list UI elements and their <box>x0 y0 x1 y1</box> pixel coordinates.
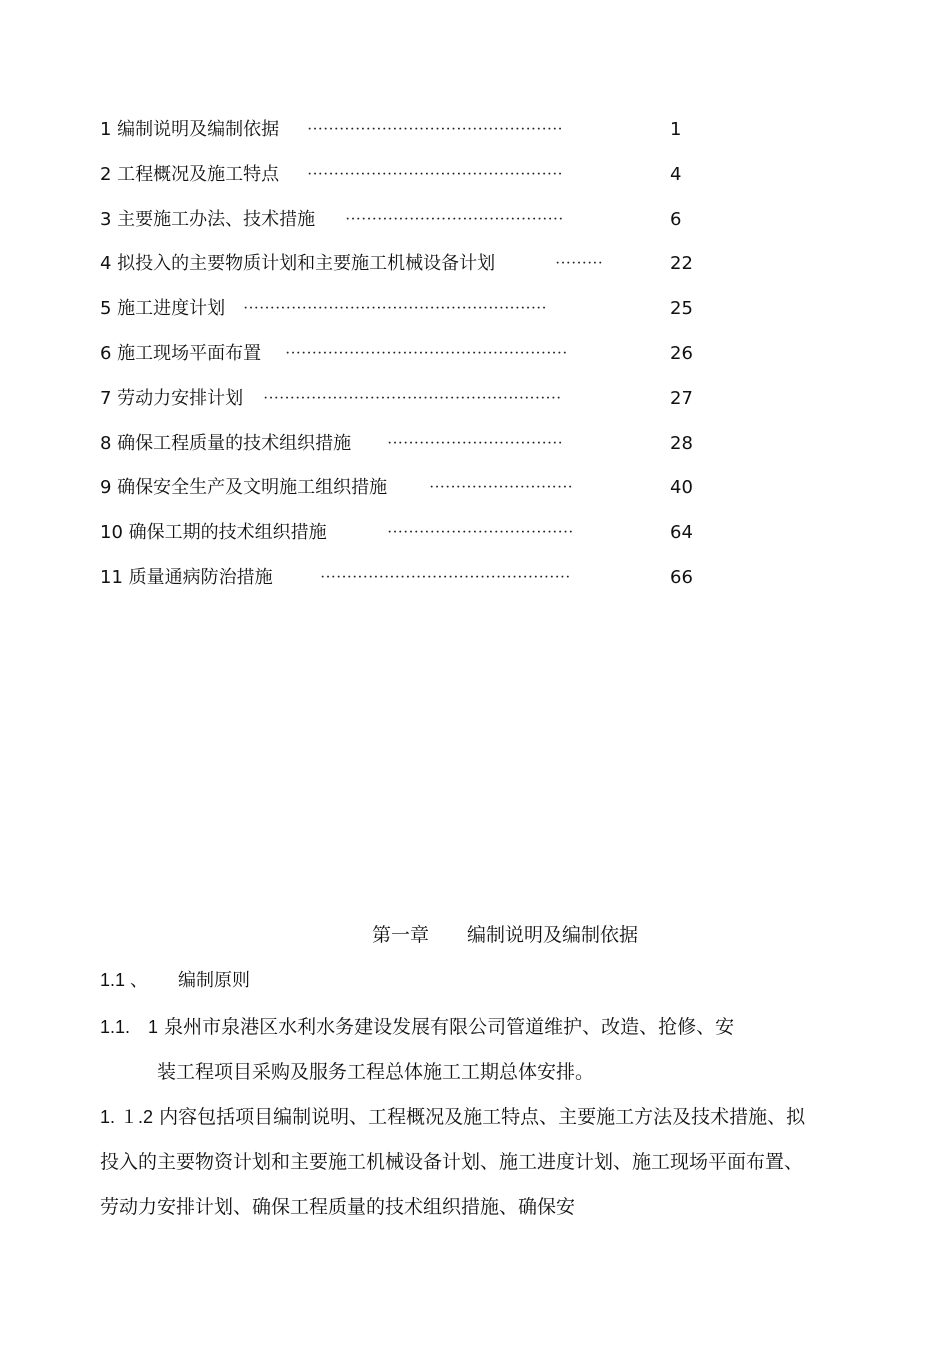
paragraph-text: 内容包括项目编制说明、工程概况及施工特点、主要施工方法及技术措施、拟投入的主要物资计划和主要施工机械设备计划、施工进度计划、施工现场平面布置、劳动力安排计划、确保工程质量的技术组织措施、确保安 <box>100 1106 806 1218</box>
section-title: 编制原则 <box>178 970 250 991</box>
toc-entry-page: 25 <box>670 298 693 320</box>
paragraph-text-line1: 泉州市泉港区水利水务建设发展有限公司管道维护、改造、抢修、安 <box>164 1016 735 1038</box>
paragraph-text-line2: 装工程项目采购及服务工程总体施工工期总体安排。 <box>157 1061 595 1083</box>
toc-entry[interactable] <box>100 336 800 381</box>
toc-entry-title: 11 质量通病防治措施 <box>100 566 273 588</box>
chapter-label: 第一章 <box>371 924 429 946</box>
toc-entry-page: 64 <box>670 522 693 544</box>
toc-entry-title: 8 确保工程质量的技术组织措施 <box>100 432 352 454</box>
table-of-contents <box>100 112 800 605</box>
toc-leader-dots: ··························· <box>429 479 573 497</box>
toc-entry[interactable] <box>100 381 800 426</box>
paragraph-1-1-1 <box>100 1005 810 1095</box>
toc-entry[interactable] <box>100 560 800 605</box>
toc-entry-page: 22 <box>670 253 693 275</box>
toc-entry[interactable] <box>100 426 800 471</box>
toc-leader-dots: ········································· <box>345 210 564 228</box>
toc-leader-dots: ································· <box>387 434 563 452</box>
toc-entry-page: 1 <box>670 119 682 140</box>
toc-entry[interactable] <box>100 157 800 202</box>
toc-entry[interactable] <box>100 291 800 336</box>
toc-entry-page: 66 <box>670 566 693 588</box>
toc-leader-dots: ························································ <box>263 389 562 407</box>
toc-entry-page: 4 <box>670 163 682 185</box>
paragraph-number: 1. １.2 <box>100 1107 154 1127</box>
toc-entry[interactable] <box>100 246 800 291</box>
section-number: 1.1 、 <box>100 970 149 990</box>
toc-entry-title: 10 确保工期的技术组织措施 <box>100 522 327 544</box>
toc-entry-title: 2 工程概况及施工特点 <box>100 163 280 185</box>
toc-entry-page: 27 <box>670 387 693 409</box>
chapter-title: 编制说明及编制依据 <box>467 924 639 946</box>
toc-leader-dots: ··············································· <box>320 568 571 586</box>
toc-entry[interactable] <box>100 202 800 247</box>
section-heading <box>100 965 250 996</box>
paragraph-number: 1.1. 1 <box>100 1017 159 1037</box>
toc-leader-dots: ················································ <box>307 165 563 183</box>
toc-entry-title: 4 拟投入的主要物质计划和主要施工机械设备计划 <box>100 253 496 275</box>
toc-leader-dots: ········· <box>555 255 603 273</box>
toc-entry-title: 6 施工现场平面布置 <box>100 342 262 364</box>
toc-entry-title: 5 施工进度计划 <box>100 298 226 320</box>
toc-entry-title: 7 劳动力安排计划 <box>100 387 244 409</box>
toc-entry-title: 9 确保安全生产及文明施工组织措施 <box>100 477 388 499</box>
toc-entry-page: 6 <box>670 208 682 230</box>
toc-entry-page: 40 <box>670 477 693 499</box>
toc-leader-dots: ················································ <box>307 121 563 138</box>
toc-entry[interactable] <box>100 470 800 515</box>
paragraph-1-1-2 <box>100 1095 810 1230</box>
toc-leader-dots: ························································· <box>243 300 547 318</box>
toc-entry-title: 1 编制说明及编制依据 <box>100 119 280 140</box>
toc-entry-page: 28 <box>670 432 693 454</box>
toc-entry[interactable] <box>100 112 800 157</box>
toc-leader-dots: ····················································· <box>285 344 568 362</box>
toc-entry-page: 26 <box>670 342 693 364</box>
chapter-heading <box>0 920 950 950</box>
toc-leader-dots: ··································· <box>387 524 574 542</box>
toc-entry[interactable] <box>100 515 800 560</box>
toc-entry-title: 3 主要施工办法、技术措施 <box>100 208 316 230</box>
